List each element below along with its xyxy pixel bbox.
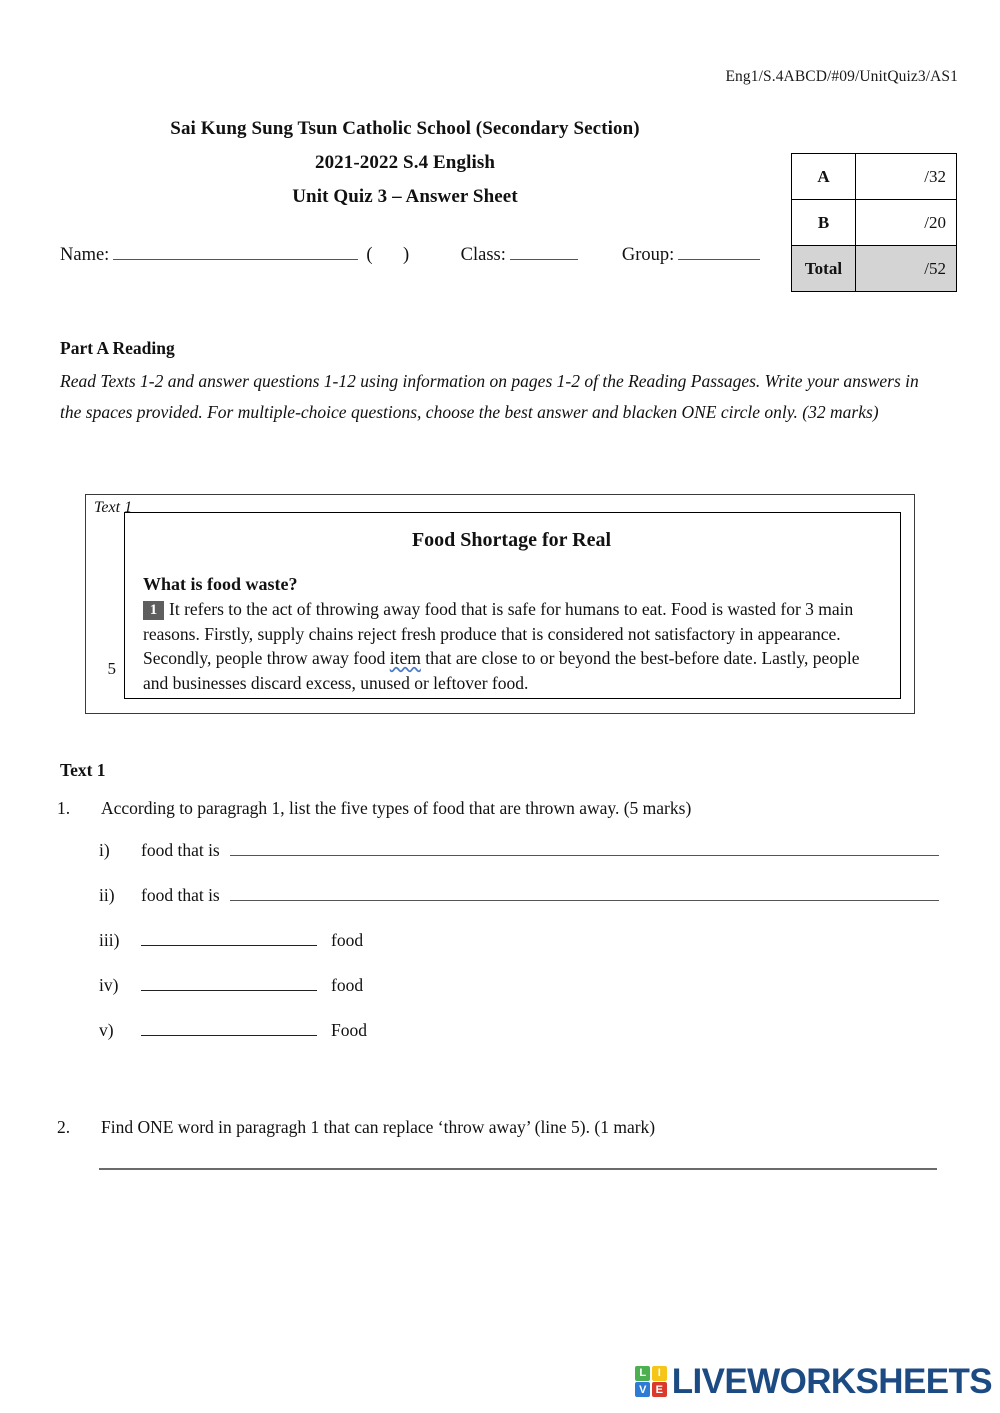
- document-code: Eng1/S.4ABCD/#09/UnitQuiz3/AS1: [725, 68, 958, 85]
- passage-inner-box: [124, 512, 901, 699]
- group-label: Group:: [621, 245, 675, 265]
- marks-label-a: A: [792, 154, 856, 200]
- passage-body: [143, 597, 880, 695]
- marks-value-b: /20: [856, 200, 957, 246]
- marks-row-total: [792, 246, 957, 292]
- passage-subheading: What is food waste?: [143, 574, 298, 594]
- marks-table: [791, 153, 957, 292]
- answer-roman-ii: ii): [99, 885, 115, 905]
- question-1: [57, 798, 691, 819]
- part-a-instructions: Read Texts 1-2 and answer questions 1-12 using information on pages 1-2 of the Reading Passages. Write your answers in the spaces provided. For multiple-choice questions, choose the best answer and blacken ONE circle only. (32 marks): [60, 371, 919, 422]
- passage-line-number: 5: [107, 659, 116, 678]
- answer-roman-i: i): [99, 840, 110, 860]
- paren-close: ): [402, 245, 410, 265]
- answer-pretext-ii: food that is: [141, 885, 220, 905]
- answer-item-ii: [99, 885, 939, 930]
- paragraph-marker: 1: [143, 601, 164, 620]
- answer-item-i: [99, 840, 939, 885]
- logo-tile-l: L: [635, 1366, 650, 1381]
- passage-title: Food Shortage for Real: [411, 529, 612, 551]
- marks-label-b: B: [792, 200, 856, 246]
- class-input-blank[interactable]: [510, 243, 578, 260]
- answer-item-iii: [99, 930, 939, 975]
- class-number-paren: [366, 245, 409, 266]
- answer-posttext-iii: food: [331, 930, 364, 950]
- answer-blank-ii[interactable]: [230, 886, 939, 901]
- school-name: Sai Kung Sung Tsun Catholic School (Secondary Section): [170, 118, 640, 139]
- logo-tile-e: E: [652, 1382, 667, 1397]
- liveworksheets-tiles-icon: [635, 1366, 667, 1398]
- answer-blank-iv[interactable]: [141, 976, 317, 991]
- marks-value-total: /52: [856, 246, 957, 292]
- logo-tile-i: I: [652, 1366, 667, 1381]
- passage-body-part-1: It refers to the act of throwing away food that is safe for humans to eat. Food is wasted for 3 main reasons. Firstly, supply chains reject fresh produce that is considered not satisfactory in appearance. Secondly, people throw away food: [143, 599, 854, 668]
- course-year: 2021-2022 S.4 English: [314, 152, 495, 173]
- passage-box: [85, 494, 915, 714]
- name-input-blank[interactable]: [113, 243, 358, 260]
- part-a-heading: Part A Reading: [60, 338, 175, 358]
- question-2-number: 2.: [57, 1117, 71, 1137]
- sheet-title: Unit Quiz 3 – Answer Sheet: [292, 186, 518, 207]
- name-label: Name:: [60, 245, 110, 265]
- question-2-answer-blank[interactable]: [99, 1168, 937, 1170]
- passage-label: Text 1: [94, 499, 133, 516]
- student-fields-row: [60, 243, 760, 266]
- question-2: [57, 1117, 655, 1138]
- marks-row-b: [792, 200, 957, 246]
- title-block: [60, 112, 750, 214]
- answer-roman-v: v): [99, 1020, 114, 1040]
- answer-pretext-i: food that is: [141, 840, 220, 860]
- questions-section-label: Text 1: [60, 760, 106, 780]
- passage-body-part-2: that are close to or beyond the best-before date. Lastly, people and businesses discard excess, unused or leftover food.: [143, 648, 860, 693]
- answer-item-v: [99, 1020, 939, 1065]
- question-2-text: Find ONE word in paragragh 1 that can replace ‘throw away’ (line 5). (1 mark): [101, 1117, 656, 1137]
- paren-open: (: [366, 245, 373, 265]
- marks-row-a: [792, 154, 957, 200]
- liveworksheets-logo: [635, 1364, 992, 1399]
- answer-roman-iii: iii): [99, 930, 120, 950]
- answer-posttext-v: Food: [331, 1020, 367, 1040]
- liveworksheets-wordmark: LIVEWORKSHEETS: [671, 1362, 992, 1401]
- answer-item-iv: [99, 975, 939, 1020]
- question-1-answer-list: [99, 840, 939, 1065]
- question-1-number: 1.: [57, 798, 71, 818]
- answer-posttext-iv: food: [331, 975, 364, 995]
- class-label: Class:: [460, 245, 506, 265]
- spellcheck-flagged-word: item: [389, 648, 421, 668]
- marks-label-total: Total: [792, 246, 856, 292]
- answer-blank-i[interactable]: [230, 841, 939, 856]
- logo-tile-v: V: [635, 1382, 650, 1397]
- answer-roman-iv: iv): [99, 975, 119, 995]
- question-1-text: According to paragragh 1, list the five types of food that are thrown away. (5 marks): [101, 798, 692, 818]
- marks-value-a: /32: [856, 154, 957, 200]
- answer-blank-v[interactable]: [141, 1021, 317, 1036]
- answer-blank-iii[interactable]: [141, 931, 317, 946]
- group-input-blank[interactable]: [678, 243, 760, 260]
